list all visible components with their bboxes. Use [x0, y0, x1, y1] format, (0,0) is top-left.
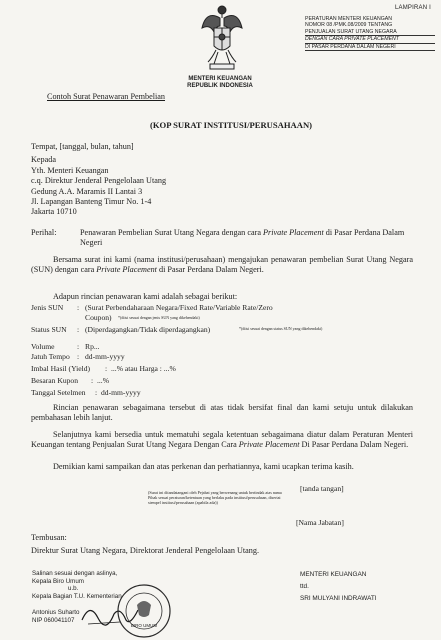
- detail-colon: :: [77, 352, 80, 361]
- subject-text-italic: Private Placement: [263, 228, 324, 237]
- recipient-line: Jakarta 10710: [31, 207, 77, 217]
- paragraph-part: Bersama surat ini kami (nama institusi/perusahaan) mengajukan penawaran pembelian Surat Utang Negara (SUN) dengan cara: [31, 255, 413, 275]
- cc-label: Tembusan:: [31, 533, 67, 542]
- details-intro: Adapun rincian penawaran kami adalah sebagai berikut:: [53, 292, 238, 301]
- kepada-label: Kepada: [31, 155, 57, 165]
- detail-value: ...% atau Harga : ...%: [111, 364, 176, 373]
- minister-line: MENTERI KEUANGAN: [300, 571, 367, 578]
- detail-colon: :: [77, 325, 80, 334]
- minister-signature-block: [300, 570, 377, 604]
- garuda-emblem-icon: [200, 2, 244, 74]
- regulation-line: NOMOR 08 /PMK.08/2009 TENTANG: [305, 22, 393, 29]
- detail-label: Jatuh Tempo: [31, 352, 70, 361]
- ministry-heading: [150, 76, 290, 90]
- subject-text: [80, 228, 410, 249]
- certified-line: u.b.: [68, 585, 79, 593]
- letter-example-title: Contoh Surat Penawaran Pembelian: [47, 92, 166, 101]
- detail-colon: :: [95, 388, 98, 397]
- detail-label: Status SUN: [31, 325, 67, 334]
- certified-line: Salinan sesuai dengan aslinya,: [32, 570, 118, 577]
- paragraph-closing: Demikian kami sampaikan dan atas perkenan dan perhatiannya, kami ucapkan terima kasih.: [53, 462, 354, 471]
- seal-text: BIRO UMUM: [130, 623, 158, 628]
- letterhead-placeholder: (KOP SURAT INSTITUSI/PERUSAHAAN): [150, 120, 313, 130]
- recipient-line: c.q. Direktur Jenderal Pengelolaan Utang: [31, 176, 167, 186]
- minister-line: SRI MULYANI INDRAWATI: [300, 595, 377, 602]
- subject-text-part: di Pasar Perdana Dalam Negeri: [80, 228, 405, 248]
- detail-colon: :: [91, 376, 94, 385]
- paragraph-compliance: [31, 430, 413, 451]
- detail-value: dd-mm-yyyy: [101, 388, 141, 397]
- detail-label: Tanggal Setelmen: [31, 388, 86, 397]
- detail-value: dd-mm-yyyy: [85, 352, 125, 361]
- minister-line: ttd.: [300, 583, 309, 590]
- regulation-line: DI PASAR PERDANA DALAM NEGERI: [305, 44, 435, 51]
- certified-line: NIP 060041107: [32, 616, 75, 624]
- paragraph-part: Selanjutnya kami bersedia untuk mematuhi segala ketentuan sebagaimana diatur dalam Peraturan Menteri Keuangan tentang Penjualan Surat Utang Negara Dengan Cara: [31, 430, 413, 450]
- detail-note: *(diisi sesuai dengan jenis SUN yang dikehendaki): [118, 315, 200, 320]
- detail-label: Jenis SUN: [31, 303, 64, 312]
- position-placeholder: [Nama Jabatan]: [296, 518, 344, 527]
- regulation-line: DENGAN CARA PRIVATE PLACEMENT: [305, 36, 435, 43]
- detail-colon: :: [77, 303, 80, 312]
- ministry-line: REPUBLIK INDONESIA: [187, 83, 253, 89]
- detail-note: *(diisi sesuai dengan status SUN yang dikehendaki): [239, 326, 323, 331]
- regulation-reference: [305, 16, 435, 51]
- detail-value: (Diperdagangkan/Tidak diperdagangkan): [85, 325, 211, 334]
- ministry-line: MENTERI KEUANGAN: [188, 76, 252, 82]
- certified-line: Kepala Bagian T.U. Kementerian: [32, 592, 122, 600]
- paragraph-intro: [31, 255, 413, 276]
- official-seal-icon: [115, 583, 173, 639]
- detail-value: Rp...: [85, 342, 100, 351]
- signatory-note: (Surat ini ditandatangani oleh Pejabat yang berwenang untuk bertindak atas nama Pihak sesuai peraturan/ketentuan yang berlaku pada institusi/perusahaan, disertai stempel institusi/perusahaan (apabila ada)): [148, 490, 282, 506]
- recipient-line: Yth. Menteri Keuangan: [31, 165, 109, 175]
- detail-value: Coupon): [85, 313, 112, 322]
- regulation-line: PENJUALAN SURAT UTANG NEGARA: [305, 29, 435, 36]
- lampiran-label: LAMPIRAN I: [394, 5, 431, 11]
- paragraph-part: di Pasar Perdana Dalam Negeri.: [156, 265, 264, 275]
- detail-value: ...%: [97, 376, 110, 385]
- detail-label: Volume: [31, 342, 55, 351]
- detail-value: (Surat Perbendaharaan Negara/Fixed Rate/Variable Rate/Zero: [85, 303, 273, 312]
- cc-text: Direktur Surat Utang Negara, Direktorat Jenderal Pengelolaan Utang.: [31, 546, 260, 555]
- recipient-line: Jl. Lapangan Banteng Timur No. 1-4: [31, 197, 152, 207]
- paragraph-italic: Private Placement: [238, 440, 300, 450]
- certified-line: Antonius Suharto: [32, 609, 80, 617]
- address-block: [31, 142, 166, 218]
- detail-colon: :: [105, 364, 108, 373]
- detail-colon: :: [77, 342, 80, 351]
- certified-line: Kepala Biro Umum: [32, 577, 84, 585]
- subject-label: Perihal:: [31, 228, 57, 237]
- paragraph-not-final: Rincian penawaran sebagaimana tersebut di atas tidak bersifat final dan kami setuju untuk dilakukan pembahasan lebih lanjut.: [31, 403, 413, 423]
- detail-label: Besaran Kupon: [31, 376, 79, 385]
- regulation-line: PERATURAN MENTERI KEUANGAN: [305, 16, 392, 22]
- subject-text-part: Penawaran Pembelian Surat Utang Negara dengan cara: [80, 228, 264, 237]
- detail-label: Imbal Hasil (Yield): [31, 364, 91, 373]
- recipient-line: Gedung A.A. Maramis II Lantai 3: [31, 186, 143, 196]
- paragraph-italic: Private Placement: [96, 265, 157, 275]
- paragraph-part: Di Pasar Perdana Dalam Negeri.: [299, 440, 409, 450]
- signature-placeholder: [tanda tangan]: [300, 484, 344, 493]
- place-date: Tempat, [tanggal, bulan, tahun]: [31, 142, 134, 151]
